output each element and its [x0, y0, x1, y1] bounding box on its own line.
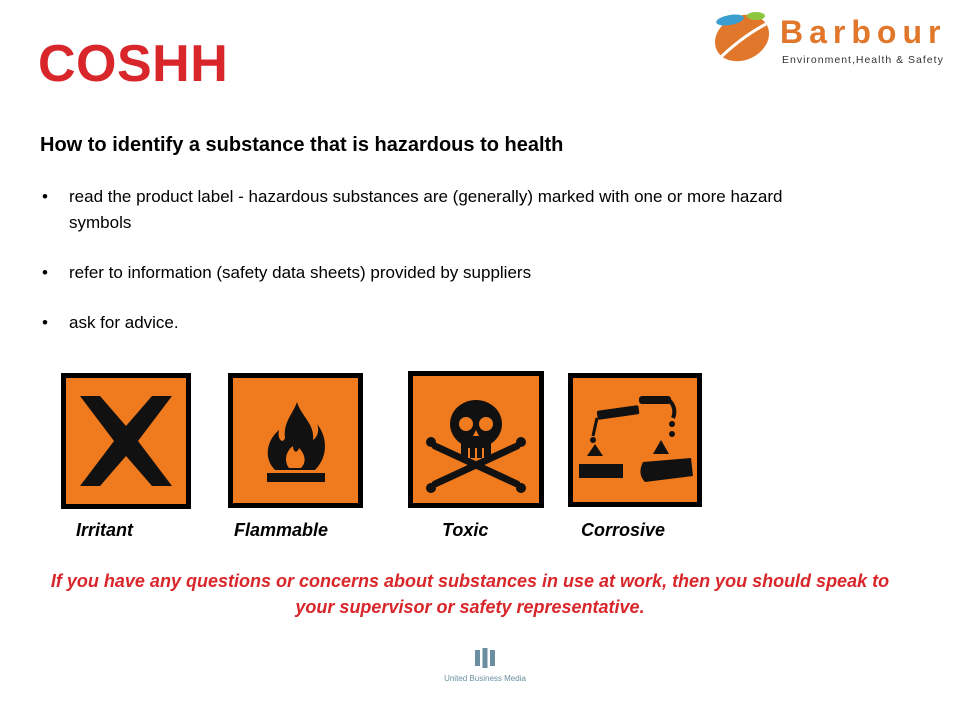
skull-crossbones-icon — [413, 376, 539, 503]
toxic-symbol — [408, 371, 544, 508]
barbour-logo — [700, 8, 950, 78]
section-heading: How to identify a substance that is hazardous to health — [40, 134, 564, 156]
logo-wordmark: Barbour — [780, 14, 947, 50]
ubm-mark-icon — [473, 646, 497, 672]
bullet-list — [40, 184, 840, 336]
list-item: • ask for advice. — [40, 310, 840, 336]
list-item: • read the product label - hazardous substances are (generally) marked with one or more hazard symbols — [40, 184, 840, 236]
flame-icon — [233, 378, 358, 503]
page-title: COSHH — [38, 35, 229, 93]
irritant-label: Irritant — [76, 520, 134, 540]
ubm-logo-text: United Business Media — [444, 674, 526, 683]
corrosive-symbol — [568, 373, 702, 507]
barbour-leaf-icon — [700, 8, 780, 78]
irritant-x-icon — [66, 378, 186, 504]
list-item: • refer to information (safety data sheets) provided by suppliers — [40, 260, 840, 286]
flammable-label: Flammable — [234, 520, 329, 540]
corrosive-label: Corrosive — [581, 520, 666, 540]
advice-note: If you have any questions or concerns about substances in use at work, then you should speak to your supervisor or safety representative. — [50, 571, 890, 617]
logo-tagline: Environment,Health & Safety — [782, 54, 944, 66]
ubm-logo — [440, 646, 530, 686]
toxic-label: Toxic — [442, 520, 489, 540]
flammable-symbol — [228, 373, 363, 508]
irritant-symbol — [61, 373, 191, 509]
corrosive-icon — [573, 378, 697, 502]
